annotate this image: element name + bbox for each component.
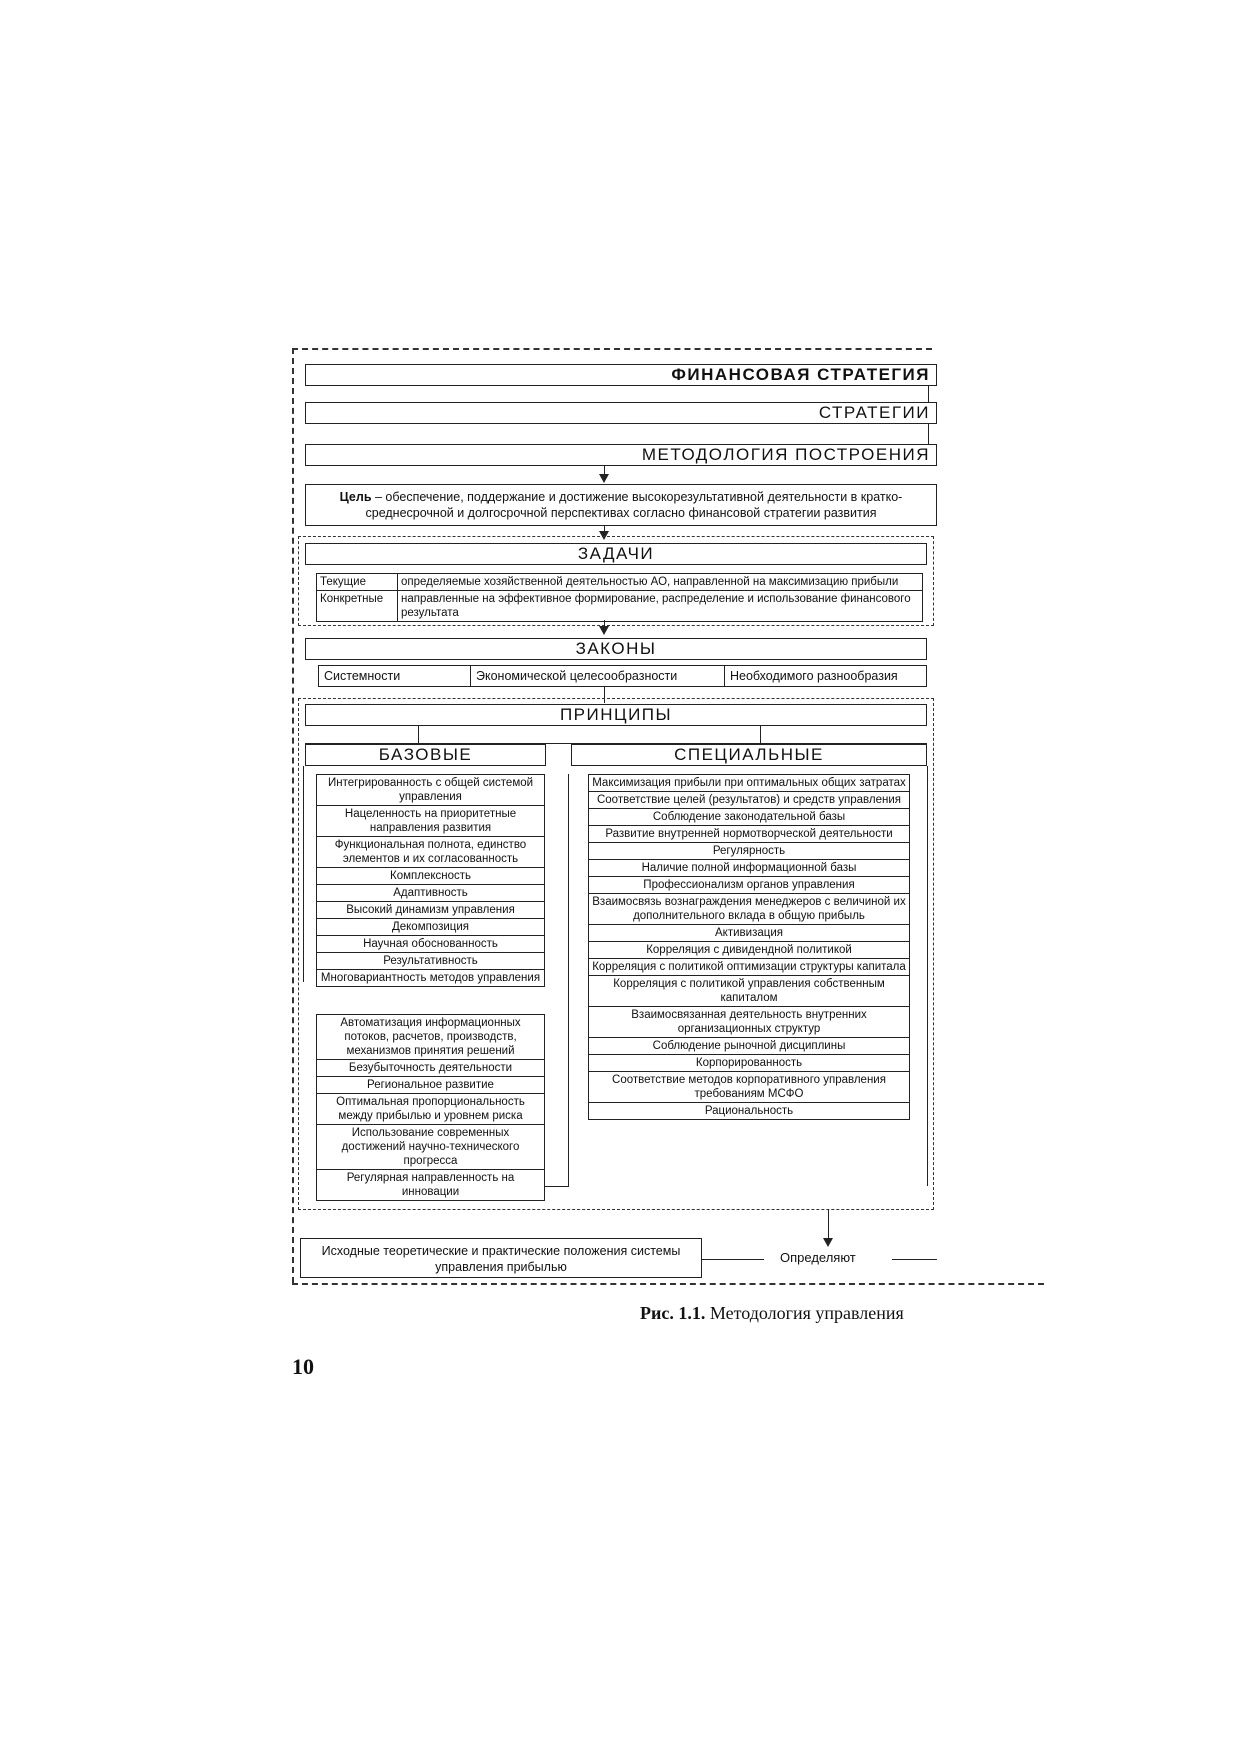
- strategies-box: [305, 402, 937, 424]
- determine-label: Определяют: [780, 1250, 856, 1265]
- page-number: 10: [292, 1354, 314, 1379]
- special-header: СПЕЦИАЛЬНЫЕ: [674, 745, 824, 764]
- list-item: Регулярная направленность на инновации: [317, 1170, 544, 1201]
- principles-header-box: [305, 704, 927, 726]
- strategies-label: СТРАТЕГИИ: [818, 403, 930, 422]
- task-row-current: [317, 574, 923, 591]
- list-item: Автоматизация информационных потоков, расчетов, производств, механизмов принятия решений: [317, 1015, 544, 1060]
- special-right-bracket: [927, 766, 928, 1186]
- basic-header: БАЗОВЫЕ: [378, 745, 473, 764]
- list-item: Результативность: [317, 953, 544, 970]
- basic-header-box: [305, 744, 546, 766]
- list-item: Использование современных достижений научно-технического прогресса: [317, 1125, 544, 1170]
- list-item: Адаптивность: [317, 885, 544, 902]
- list-item: Высокий динамизм управления: [317, 902, 544, 919]
- task-type: Текущие: [317, 574, 398, 591]
- list-item: Регулярность: [589, 843, 909, 860]
- list-item: Развитие внутренней нормотворческой деятельности: [589, 826, 909, 843]
- basis-text: Исходные теоретические и практические положения системы управления прибылью: [321, 1244, 681, 1274]
- arrow-down-icon: [599, 626, 609, 635]
- list-item: Интегрированность с общей системой управления: [317, 775, 544, 806]
- connector-principles-basic: [418, 726, 419, 743]
- list-item: Соблюдение законодательной базы: [589, 809, 909, 826]
- methodology-box: [305, 444, 937, 466]
- task-type: Конкретные: [317, 591, 398, 622]
- law-economic-expediency: Экономической целесообразности: [470, 665, 725, 687]
- list-item: Соответствие методов корпоративного управления требованиям МСФО: [589, 1072, 909, 1103]
- tasks-table: [316, 573, 923, 622]
- task-row-specific: [317, 591, 923, 622]
- list-item: Взаимосвязанная деятельность внутренних организационных структур: [589, 1007, 909, 1038]
- figure-caption: [640, 1303, 904, 1324]
- arrow-down-icon: [599, 474, 609, 483]
- list-item: Корреляция с политикой управления собственным капиталом: [589, 976, 909, 1007]
- tasks-header-box: [305, 543, 927, 565]
- laws-header: ЗАКОНЫ: [575, 639, 657, 658]
- special-list: [588, 774, 910, 1120]
- list-item: Научная обоснованность: [317, 936, 544, 953]
- list-item: Максимизация прибыли при оптимальных общих затратах: [589, 775, 909, 792]
- caption-label: Рис. 1.1.: [640, 1303, 706, 1323]
- law-necessary-diversity: Необходимого разнообразия: [724, 665, 927, 687]
- outer-frame-bottom: [292, 1283, 1044, 1285]
- list-item: Соблюдение рыночной дисциплины: [589, 1038, 909, 1055]
- outer-frame-left: [292, 348, 294, 1283]
- task-desc: направленные на эффективное формирование, распределение и использование финансового результата: [398, 591, 923, 622]
- list-item: Декомпозиция: [317, 919, 544, 936]
- laws-header-box: [305, 638, 927, 660]
- list-item: Рациональность: [589, 1103, 909, 1120]
- list-item: Нацеленность на приоритетные направления развития: [317, 806, 544, 837]
- list-item: Корпорированность: [589, 1055, 909, 1072]
- basic-group2-list: [316, 1014, 545, 1201]
- special-bracket-line: [568, 774, 569, 1186]
- methodology-label: МЕТОДОЛОГИЯ ПОСТРОЕНИЯ: [641, 445, 930, 464]
- list-item: Безубыточность деятельности: [317, 1060, 544, 1077]
- task-desc: определяемые хозяйственной деятельностью АО, направленной на максимизацию прибыли: [398, 574, 923, 591]
- list-item: Оптимальная пропорциональность между прибылью и уровнем риска: [317, 1094, 544, 1125]
- connector-title-strategies: [928, 386, 929, 402]
- list-item: Многовариантность методов управления: [317, 970, 544, 987]
- goal-text: – обеспечение, поддержание и достижение высокорезультативной деятельности в кратко- среднесрочной и долгосрочной перспективах согласно финансовой стратегии развития: [365, 490, 903, 520]
- basic-group1-list: [316, 774, 545, 987]
- connector-principles-special: [760, 726, 761, 743]
- connector-basic2-special: [545, 1186, 569, 1187]
- list-item: Соответствие целей (результатов) и средств управления: [589, 792, 909, 809]
- basic-bracket-line: [303, 766, 304, 982]
- financial-strategy-title: ФИНАНСОВАЯ СТРАТЕГИЯ: [671, 365, 930, 384]
- tasks-header: ЗАДАЧИ: [577, 544, 655, 563]
- basis-box: [300, 1238, 702, 1278]
- goal-label: Цель: [339, 490, 372, 504]
- law-systemness: Системности: [318, 665, 471, 687]
- connector-basis-determine: [702, 1259, 764, 1260]
- list-item: Корреляция с политикой оптимизации структуры капитала: [589, 959, 909, 976]
- list-item: Корреляция с дивидендной политикой: [589, 942, 909, 959]
- outer-frame-top: [292, 348, 932, 350]
- connector-strategies-methodology: [928, 424, 929, 444]
- list-item: Региональное развитие: [317, 1077, 544, 1094]
- connector-determine: [828, 1210, 829, 1240]
- list-item: Функциональная полнота, единство элементов и их согласованность: [317, 837, 544, 868]
- list-item: Наличие полной информационной базы: [589, 860, 909, 877]
- special-header-box: [571, 744, 927, 766]
- connector-determine-right: [892, 1259, 937, 1260]
- list-item: Взаимосвязь вознаграждения менеджеров с величиной их дополнительного вклада в общую прибыль: [589, 894, 909, 925]
- principles-header: ПРИНЦИПЫ: [559, 705, 673, 724]
- connector-methodology-goal: [604, 466, 605, 474]
- list-item: Активизация: [589, 925, 909, 942]
- list-item: Комплексность: [317, 868, 544, 885]
- caption-text: Методология управления: [705, 1303, 904, 1323]
- goal-box: [305, 484, 937, 526]
- financial-strategy-box: [305, 364, 937, 386]
- list-item: Профессионализм органов управления: [589, 877, 909, 894]
- arrow-down-icon: [823, 1238, 833, 1247]
